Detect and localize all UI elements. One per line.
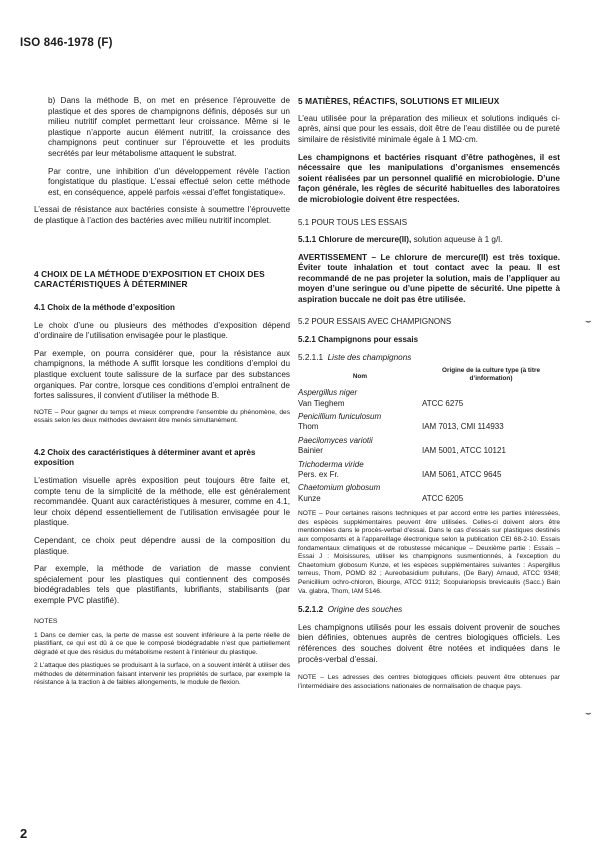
section-5-2-1-title: 5.2.1 Champignons pour essais <box>298 335 419 345</box>
species-table-header <box>298 367 560 383</box>
bacteria-paragraph: L’essai de résistance aux bactéries consiste à soumettre l’éprouvette de plastique à l’action des bactéries avec milieu nutritif incomplet. <box>34 205 290 225</box>
revision-mark-1: ⌣ <box>585 316 592 327</box>
table-row <box>298 460 560 481</box>
species-table <box>298 388 560 504</box>
species-author: Pers. ex Fr. <box>298 470 339 480</box>
section-4-1-para-2: Par exemple, on pourra considérer que, pour la résistance aux champignons, la méthode A suffit lorsque les conditions d’emploi du plastique excluent toute salissure de la surface par des substances organiques. Par contre, lorsque ces conditions d’emploi entraînent de fortes salissures, il convient d’utiliser la méthode B. <box>34 348 290 401</box>
species-origin: IAM 5061, ATCC 9645 <box>422 470 502 480</box>
section-5-para-water: L’eau utilisée pour la préparation des milieux et solutions indiqués ci-après, ainsi que pour les essais, doit être de l’eau distillée ou de pureté similaire de résistivité minimale égale à 1 MΩ·cm. <box>298 113 560 144</box>
species-origin: IAM 5001, ATCC 10121 <box>422 446 506 456</box>
species-table-note: NOTE – Pour certaines raisons techniques et par accord entre les parties intéressées, des espèces supplémentaires peuvent être utilisées. Celles-ci doivent alors être mentionnées dans le procès-verbal d’essai. Dans le cas d’essais sur plastiques destinés aux composants et à l’appareillage électronique selon la publication CEI 68-2-10. Essais fondamentaux climatiques et de robustesse mécanique – Deuxième partie : Essais – Essai J : Moisissures, utiliser les champignons susmentionnés, à l’exception du Chaetomium globosum Kunze, et les espèces supplémentaires suivantes : Aspergillus terreus, Thom, POMD 82 ; Aureobasidium pullulans, (De Bary) Arnaud, ATCC 9348; Penicillium ochro-chloron, Biourge, ATCC 9112; Scopulariopsis brevicaulis (Sacc.) Bain Va. glabra, Thom, IAM 5146. <box>298 510 560 595</box>
section-5-title: 5 MATIÈRES, RÉACTIFS, SOLUTIONS ET MILIEUX <box>298 96 500 106</box>
species-name: Trichoderma viride <box>298 459 364 469</box>
section-5-2-1-2-heading <box>298 605 560 616</box>
section-5-2-1-1-title: Liste des champignons <box>327 352 412 362</box>
species-origin: ATCC 6205 <box>422 493 464 503</box>
section-4-2-title: 4.2 Choix des caractéristiques à déterminer avant et après exposition <box>34 447 256 468</box>
table-row <box>298 436 560 457</box>
section-4-2-para-2: Cependant, ce choix peut dépendre aussi de la composition du plastique. <box>34 535 290 556</box>
table-header-origin: Origine de la culture type (à titre d’information) <box>441 367 540 383</box>
table-row <box>298 483 560 504</box>
section-4-1-para-1: Le choix d’une ou plusieurs des méthodes d’exposition dépend d’ordinaire de l’utilisation envisagée pour le plastique. <box>34 320 290 341</box>
species-origin: IAM 7013, CMI 114933 <box>422 422 504 432</box>
table-header-name: Nom <box>352 373 368 381</box>
revision-mark-2: ⌣ <box>585 708 592 719</box>
species-author: Van Tieghem <box>298 398 345 408</box>
section-5-1-1-label: 5.1.1 Chlorure de mercure(II), <box>298 235 412 245</box>
section-5-1-1-item <box>298 235 560 246</box>
table-row <box>298 412 560 433</box>
section-5-2-1-1-number: 5.2.1.1 <box>298 352 324 362</box>
species-name: Chaetomium globosum <box>298 483 381 493</box>
notes-title: NOTES <box>34 617 58 625</box>
species-name: Aspergillus niger <box>298 388 358 398</box>
right-column <box>298 96 560 691</box>
section-5-2-1-2-number: 5.2.1.2 <box>298 605 324 615</box>
section-5-1-1-text: solution aqueuse à 1 g/l. <box>411 235 503 245</box>
fongistatic-paragraph: Par contre, une inhibition d’un développement révèle l’action fongistatique du plastique. L’essai effectué selon cette méthode est, en conséquence, appelé parfois «essai d’effet fongistatique». <box>48 166 290 197</box>
species-author: Thom <box>298 422 319 432</box>
section-5-2-1-2-para: Les champignons utilisés pour les essais doivent provenir de souches bien définies, obtenues auprès de centres biologiques officiels. Les références des souches doivent être notées et indiquées dans le procès-verbal d’essai. <box>298 622 560 664</box>
document-header: ISO 846-1978 (F) <box>20 37 113 49</box>
species-author: Bainier <box>298 446 323 456</box>
left-column <box>34 96 290 688</box>
section-4-title: 4 CHOIX DE LA MÉTHODE D’EXPOSITION ET CHOIX DES CARACTÉRISTIQUES À DÉTERMINER <box>34 268 265 290</box>
method-b-paragraph: b) Dans la méthode B, on met en présence l’éprouvette de plastique et des spores de champignons définis, déposés sur un milieu nutritif complet permettant leur croissance. Même si le plastique n’apporte aucun élément nutritif, la croissance des champignons peut continuer sur l’éprouvette et les produits secrétés par leur métabolisme attaquent le substrat. <box>48 96 290 158</box>
section-5-2-1-1-heading <box>298 353 560 364</box>
warning-paragraph: AVERTISSEMENT – Le chlorure de mercure(II) est très toxique. Éviter toute inhalation et tout contact avec la peau. Il est recommandé de ne pas projeter la solution, mais de l’appliquer au moyen d’une seringue ou d’une pipette de sécurité. Une pipette à aspiration buccale ne doit pas être utilisée. <box>298 252 560 305</box>
note-1: 1 Dans ce dernier cas, la perte de masse est souvent inférieure à la perte réelle de plastifiant, ce qui est dû à ce que le composé biodégradable n’est que partiellement dégradé et que des résidus du métabolisme restent à l’intérieur du plastique. <box>34 631 290 656</box>
species-author: Kunze <box>298 493 321 503</box>
section-5-2-1-2-title: Origine des souches <box>327 605 403 615</box>
section-5-safety-paragraph: Les champignons et bactéries risquant d’être pathogènes, il est nécessaire que les manipulations d’organismes ensemencés soient réalisées par un personnel qualifié en microbiologie. D’une façon générale, les règles de sécurité habituelles des laboratoires de microbiologie doivent être respectées. <box>298 152 560 204</box>
page-number: 2 <box>20 826 28 841</box>
species-name: Paecilomyces variotii <box>298 435 373 445</box>
section-4-2-para-3: Par exemple, la méthode de variation de masse convient spécialement pour les plastiques qui contiennent des composés biodégradables tels que plastifiants, lubrifiants, stabilisants (par exemple PVC plastifié). <box>34 564 290 605</box>
section-4-1-title: 4.1 Choix de la méthode d’exposition <box>34 303 175 313</box>
section-5-2-title: 5.2 POUR ESSAIS AVEC CHAMPIGNONS <box>298 316 452 326</box>
species-name: Penicillium funiculosum <box>298 412 382 422</box>
note-2: 2 L’attaque des plastiques se produisant à la surface, on a souvent intérêt à utiliser des méthodes de détermination faisant intervenir les propriétés de surface, par exemple la résistance à la traction à de faibles allongements, le module de flexion. <box>34 662 290 687</box>
section-5-1-title: 5.1 POUR TOUS LES ESSAIS <box>298 217 408 227</box>
species-origin: ATCC 6275 <box>422 398 464 408</box>
section-4-1-note: NOTE – Pour gagner du temps et mieux comprendre l’ensemble du phénomène, des essais selon les deux méthodes devraient être menés simultanément. <box>34 408 290 425</box>
table-row <box>298 388 560 409</box>
final-note: NOTE – Les adresses des centres biologiques officiels peuvent être obtenues par l’intermédiaire des associations nationales de normalisation de chaque pays. <box>298 674 560 690</box>
section-4-2-para-1: L’estimation visuelle après exposition peut toujours être faite et, compte tenu de la simplicité de la méthode, elle est généralement recommandée. Quant aux caractéristiques à mesurer, comme en 4.1, leur choix dépend essentiellement de l’utilisation envisagée pour le plastique. <box>34 475 290 528</box>
